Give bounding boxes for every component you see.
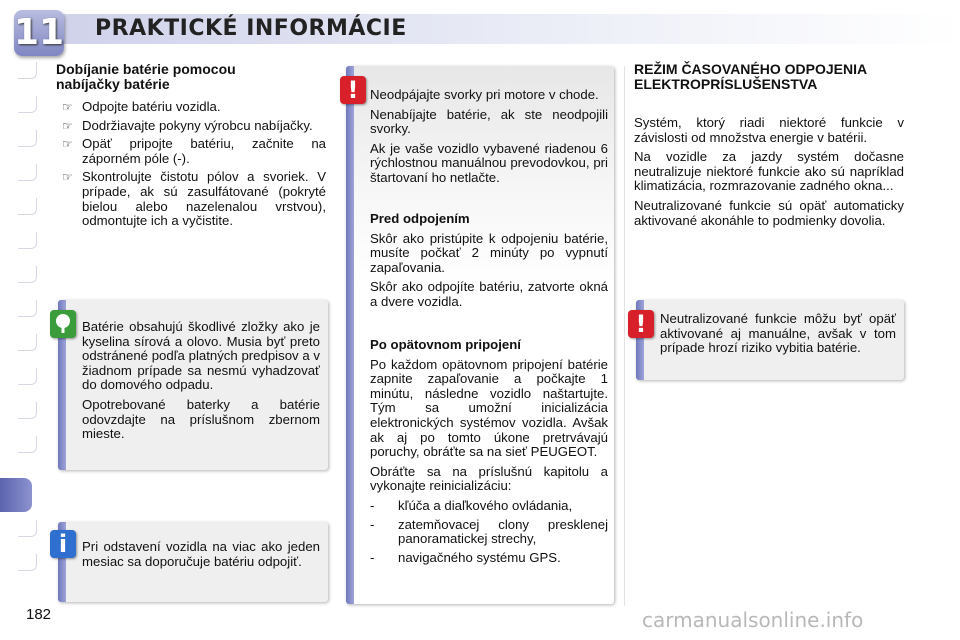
list-item: ☞ Odpojte batériu vozidla.: [62, 99, 221, 114]
side-tab[interactable]: [18, 266, 37, 283]
hand-pointer-icon: ☞: [62, 118, 73, 133]
side-tab[interactable]: [18, 300, 37, 317]
hand-pointer-icon: ☞: [62, 170, 73, 185]
side-tab[interactable]: [18, 164, 37, 181]
note-strip: [346, 66, 354, 604]
warning-text: Neodpájajte svorky pri motore v chode. Nenabíjajte batérie, ak ste neodpojili svorky. Ak je vaše vozidlo vybavené riadenou 6 rýchlostnou manuálnou prevodovkou, pri štartovaní ho netlačte.: [370, 87, 608, 185]
page-number: 182: [26, 606, 52, 623]
list-item: - zatemňovacej clony presklenej panoramatickej strechy,: [370, 516, 608, 547]
before-disconnect-section: Pred odpojením Skôr ako pristúpite k odpojeniu batérie, musíte počkať 2 minúty po vypnutí zapaľovania. Skôr ako odpojíte batériu, zatvorte okná a dvere vozidla.: [370, 211, 608, 309]
charging-steps: [56, 100, 326, 233]
battery-panel: [346, 66, 614, 604]
side-tab[interactable]: [18, 334, 37, 351]
section-title-charging: Dobíjanie batérie pomocou nabíjačky batérie: [56, 61, 236, 92]
column-divider: [624, 66, 625, 606]
reinit-list: [370, 499, 608, 565]
energy-warning-text: Neutralizované funkcie môžu byť opäť aktivované aj manuálne, avšak v tom prípade hrozí riziko vybitia batérie.: [660, 311, 896, 356]
side-tab[interactable]: [18, 554, 37, 571]
chapter-number: 11: [14, 12, 65, 53]
warning-icon: !: [340, 76, 366, 104]
side-tab[interactable]: [18, 232, 37, 249]
info-icon: i: [50, 530, 76, 558]
side-tab[interactable]: [18, 198, 37, 215]
before-disconnect-title: Pred odpojením: [370, 211, 470, 226]
tree-icon: [50, 310, 76, 338]
environment-note: [58, 300, 328, 470]
side-tab[interactable]: [18, 402, 37, 419]
hand-pointer-icon: ☞: [62, 100, 73, 114]
after-reconnect-title: Po opätovnom pripojení: [370, 337, 521, 352]
side-tab[interactable]: [18, 62, 37, 79]
after-reconnect-section: Po opätovnom pripojení Po každom opätovnom pripojení batérie zapnite zapaľovanie a počkajte 1 minútu, následne vozidlo naštartujte. Tým sa umožní inicializácia elektronických systémov vozidla. Avšak ak aj po tomto úkone pretrvávajú poruchy, obráťte sa na sieť PEUGEOT. Obráťte sa na príslušnú kapitolu a vykonajte reinicializáciu: - kľúča a diaľkového ovládania, - zatemňovacej clony presklenej panoramatickej strechy, - navigačného systému GPS.: [370, 337, 608, 565]
side-tab[interactable]: [18, 130, 37, 147]
side-tab-active[interactable]: [0, 478, 32, 512]
side-tab[interactable]: [18, 520, 37, 537]
page-title: PRAKTICKÉ INFORMÁCIE: [95, 16, 407, 41]
side-tab[interactable]: [18, 436, 37, 453]
section-title-energy-mode: REŽIM ČASOVANÉHO ODPOJENIA ELEKTROPRÍSLUŠENSTVA: [634, 61, 867, 92]
side-tab[interactable]: [18, 96, 37, 113]
warning-icon: !: [628, 310, 654, 338]
list-item: ☞ Dodržiavajte pokyny výrobcu nabíjačky.: [62, 117, 313, 133]
info-note: [58, 522, 328, 602]
environment-note-text: Batérie obsahujú škodlivé zložky ako je kyselina sírová a olovo. Musia byť preto odstránené podľa platných predpisov a v žiadnom prípade sa nesmú vyhadzovať do domového odpadu. Opotrebované baterky a batérie odovzdajte na príslušnom zbernom mieste.: [82, 319, 320, 442]
side-tab[interactable]: [18, 368, 37, 385]
list-item: - kľúča a diaľkového ovládania,: [370, 497, 573, 513]
energy-mode-text: Systém, ktorý riadi niektoré funkcie v závislosti od množstva energie v batérii. Na vozidle za jazdy systém dočasne neutralizuje niektoré funkcie ako sú napríklad klimatizácia, rozmrazovanie zadného okna... Neutralizované funkcie sú opäť automaticky aktivované akonáhle to podmienky dovolia.: [634, 115, 904, 228]
energy-warning-note: [636, 300, 904, 380]
watermark: carmanualsonline.info: [642, 608, 864, 632]
list-item: - navigačného systému GPS.: [370, 549, 561, 565]
list-item: ☞ Opäť pripojte batériu, začnite na záporném póle (-).: [62, 136, 326, 166]
info-note-text: Pri odstavení vozidla na viac ako jeden mesiac sa doporučuje batériu odpojiť.: [82, 539, 320, 569]
hand-pointer-icon: ☞: [62, 137, 73, 152]
list-item: ☞ Skontrolujte čistotu pólov a svoriek. V prípade, ak sú zasulfátované (pokryté bielou alebo nazelenalou vrstvou), odmontujte ich a vyčistite.: [62, 169, 326, 229]
